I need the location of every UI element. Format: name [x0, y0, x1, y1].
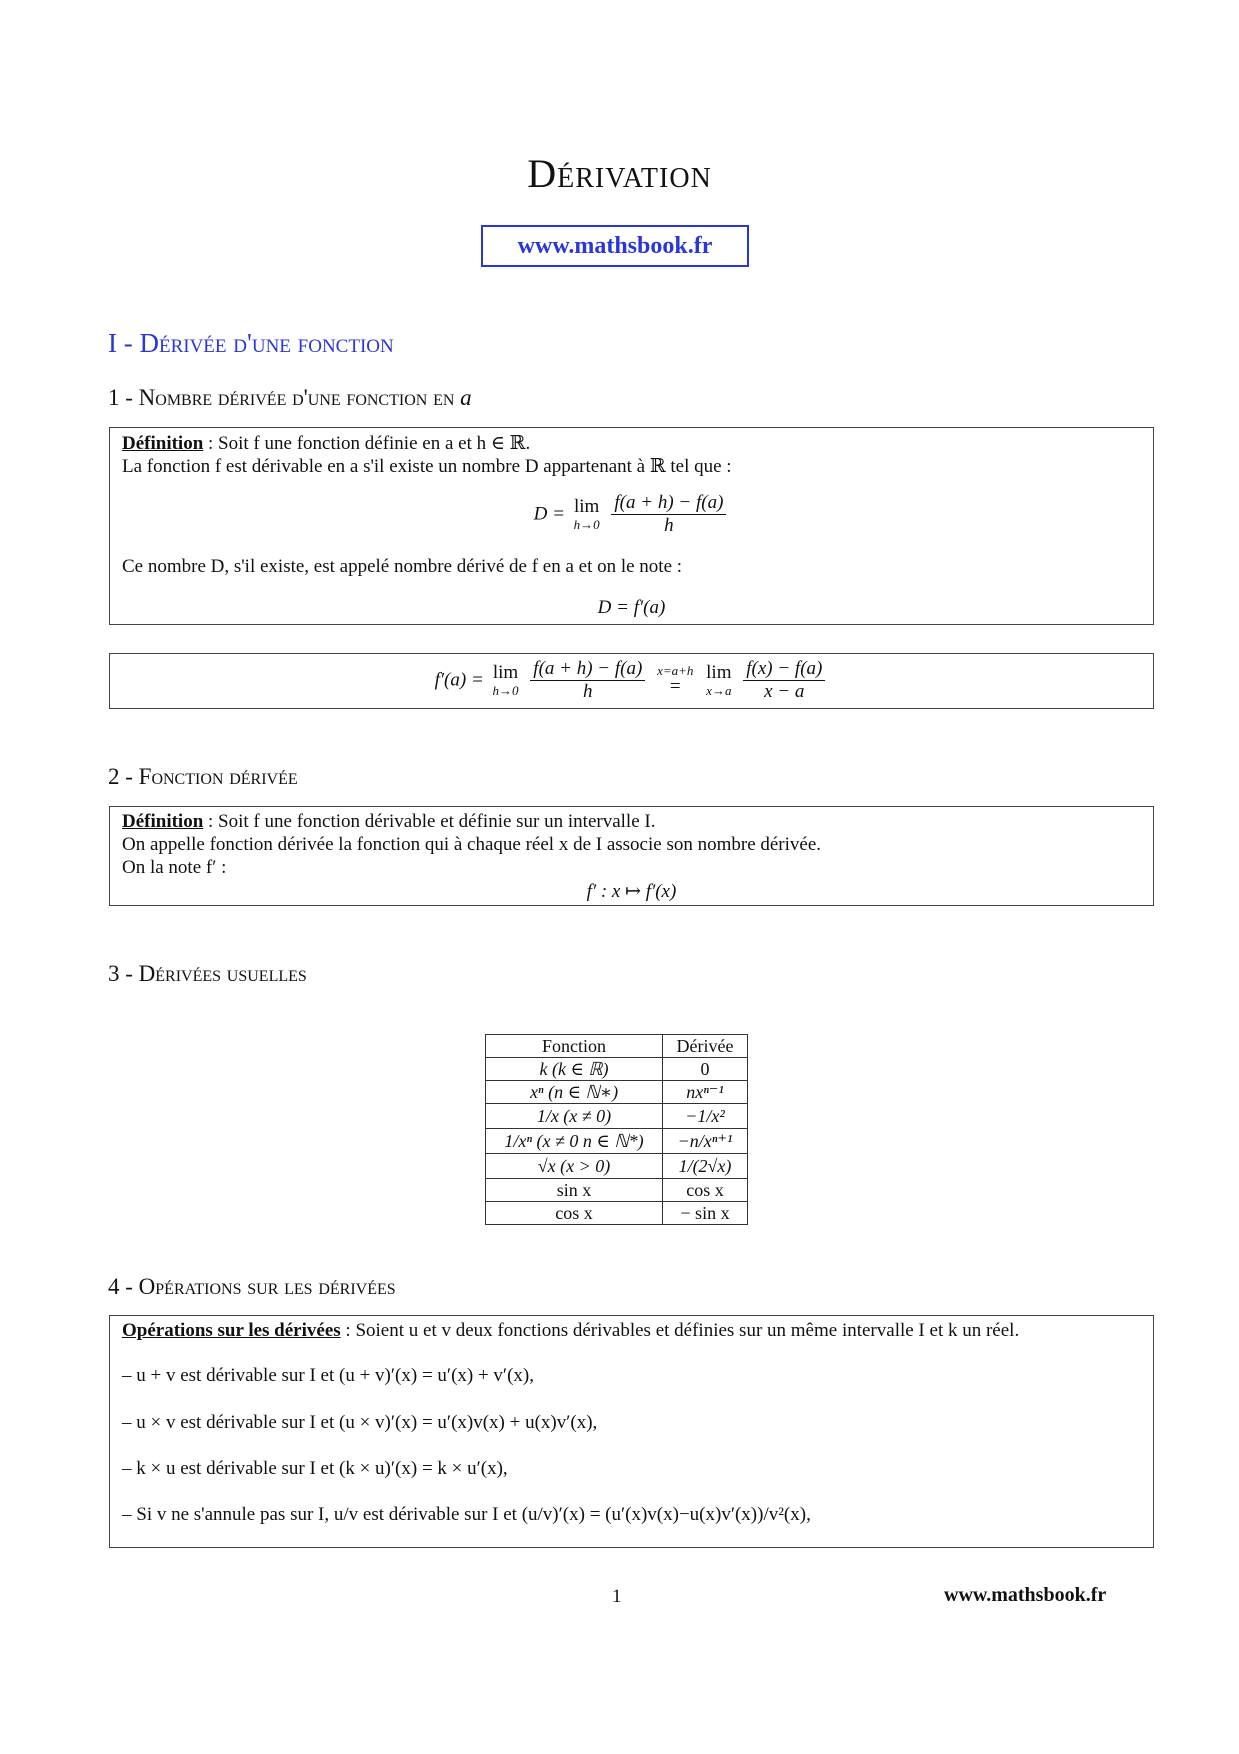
footer-site-link[interactable]: www.mathsbook.fr [944, 1584, 1107, 1606]
table-cell: −n/xⁿ⁺¹ [663, 1129, 748, 1154]
box2-substitution [657, 664, 693, 696]
section-1-title: I - Dérivée d'une fonction [108, 328, 394, 358]
def2-formula: f′ : x ↦ f′(x) [586, 881, 677, 902]
box2-lim1-text: lim [492, 662, 519, 684]
def2-label: Définition [122, 811, 204, 832]
box2-lim2-text: lim [706, 662, 732, 684]
document-title: Dérivation [527, 151, 712, 196]
ops-intro [122, 1320, 1019, 1342]
table-cell: 1/xⁿ (x ≠ 0 n ∈ ℕ*) [486, 1129, 663, 1154]
table-row [486, 1058, 748, 1081]
box2-den1: h [583, 680, 593, 702]
table-header: Fonction [486, 1035, 663, 1058]
box2-lim1-sub: h→0 [492, 683, 519, 699]
table-row [486, 1154, 748, 1179]
table-cell: nxⁿ⁻¹ [663, 1081, 748, 1104]
operations-box [109, 1315, 1154, 1548]
subsection-1-title-var: a [460, 385, 472, 410]
def1-fraction [611, 492, 726, 537]
subsection-3-title: 3 - Dérivées usuelles [108, 961, 307, 986]
def1-label: Définition [122, 433, 204, 454]
def1-frac-den: h [664, 514, 674, 536]
ops-item: – k × u est dérivable sur I et (k × u)′(x) = k × u′(x), [122, 1458, 508, 1479]
table-row [486, 1129, 748, 1154]
definition-box-derivative-number [109, 427, 1154, 625]
box2-lim1 [493, 663, 519, 697]
table-row [486, 1179, 748, 1202]
def1-formula2: D = f′(a) [597, 597, 666, 618]
def2-line2: On appelle fonction dérivée la fonction qui à chaque réel x de I associe son nombre dérivée. [122, 834, 822, 855]
table-cell: cos x [486, 1202, 663, 1225]
ops-label: Opérations sur les dérivées [122, 1320, 341, 1341]
derivatives-table [485, 1034, 748, 1225]
subsection-1-title [108, 385, 472, 411]
box2-den2: x − a [764, 680, 805, 702]
ops-item-text: u + v est dérivable sur I et (u + v)′(x) = u′(x) + v′(x), [136, 1365, 534, 1386]
box2-eq-sym: = [669, 676, 681, 698]
box2-frac2 [743, 658, 825, 703]
table-cell: cos x [663, 1179, 748, 1202]
box2-lim2-sub: x→a [706, 683, 732, 699]
ops-item: – u + v est dérivable sur I et (u + v)′(x) = u′(x) + v′(x), [122, 1365, 534, 1386]
def1-lim-text: lim [573, 496, 600, 518]
table-header: Dérivée [663, 1035, 748, 1058]
def2-line1-text: : Soit f une fonction dérivable et définie sur un intervalle I. [203, 811, 656, 832]
page-number: 1 [612, 1586, 622, 1607]
table-cell: sin x [486, 1179, 663, 1202]
def2-line1 [122, 811, 655, 833]
definition-box-derivative-function [109, 806, 1154, 906]
ops-item-text: k × u est dérivable sur I et (k × u)′(x) = k × u′(x), [136, 1458, 508, 1479]
def2-line3: On la note f′ : [122, 857, 227, 878]
box2-num1: f(a + h) − f(a) [530, 658, 645, 681]
table-header-row [486, 1035, 748, 1058]
table-cell: − sin x [663, 1202, 748, 1225]
def1-lim [574, 497, 600, 531]
subsection-4-title: 4 - Opérations sur les dérivées [108, 1274, 396, 1299]
def1-line1 [122, 432, 530, 455]
def1-frac-num: f(a + h) − f(a) [611, 492, 726, 515]
box2-eq-over: x=a+h [657, 663, 694, 679]
table-row [486, 1081, 748, 1104]
box2-num2: f(x) − f(a) [743, 658, 825, 681]
box2-formula [110, 658, 1153, 703]
subsection-2-title: 2 - Fonction dérivée [108, 764, 298, 789]
def1-lim-sub: h→0 [573, 517, 600, 533]
site-link-box[interactable]: www.mathsbook.fr [481, 225, 749, 267]
def1-formula [110, 492, 1153, 537]
table-cell: 0 [663, 1058, 748, 1081]
table-row [486, 1202, 748, 1225]
def1-line3: Ce nombre D, s'il existe, est appelé nombre dérivé de f en a et on le note : [122, 556, 683, 577]
box2-frac1 [530, 658, 645, 703]
def1-line2: La fonction f est dérivable en a s'il existe un nombre D appartenant à ℝ tel que : [122, 456, 732, 477]
ops-intro-text: : Soient u et v deux fonctions dérivables et définies sur un même intervalle I et k un réel. [340, 1320, 1020, 1341]
table-cell: 1/x (x ≠ 0) [486, 1104, 663, 1129]
box2-lhs: f′(a) = [434, 669, 484, 691]
ops-item: – Si v ne s'annule pas sur I, u/v est dérivable sur I et (u/v)′(x) = (u′(x)v(x)−u(x)v′(x))/v²(x), [122, 1504, 811, 1525]
ops-item-text: Si v ne s'annule pas sur I, u/v est dérivable sur I et (u/v)′(x) = (u′(x)v(x)−u(x)v′(x))/v²(x), [136, 1504, 811, 1525]
table-cell: √x (x > 0) [486, 1154, 663, 1179]
table-cell: xⁿ (n ∈ ℕ∗) [486, 1081, 663, 1104]
ops-item-text: u × v est dérivable sur I et (u × v)′(x) = u′(x)v(x) + u(x)v′(x), [136, 1412, 598, 1433]
formula-box-derivative [109, 653, 1154, 709]
subsection-1-title-text: 1 - Nombre dérivée d'une fonction en [108, 385, 455, 410]
table-cell: −1/x² [663, 1104, 748, 1129]
def1-formula-lhs: D = [533, 503, 565, 525]
def1-line1-text: : Soit f une fonction définie en a et h ∈ ℝ. [203, 433, 531, 454]
box2-lim2 [706, 663, 731, 697]
table-cell: 1/(2√x) [663, 1154, 748, 1179]
table-row [486, 1104, 748, 1129]
ops-item: – u × v est dérivable sur I et (u × v)′(x) = u′(x)v(x) + u(x)v′(x), [122, 1412, 598, 1433]
table-cell: k (k ∈ ℝ) [486, 1058, 663, 1081]
